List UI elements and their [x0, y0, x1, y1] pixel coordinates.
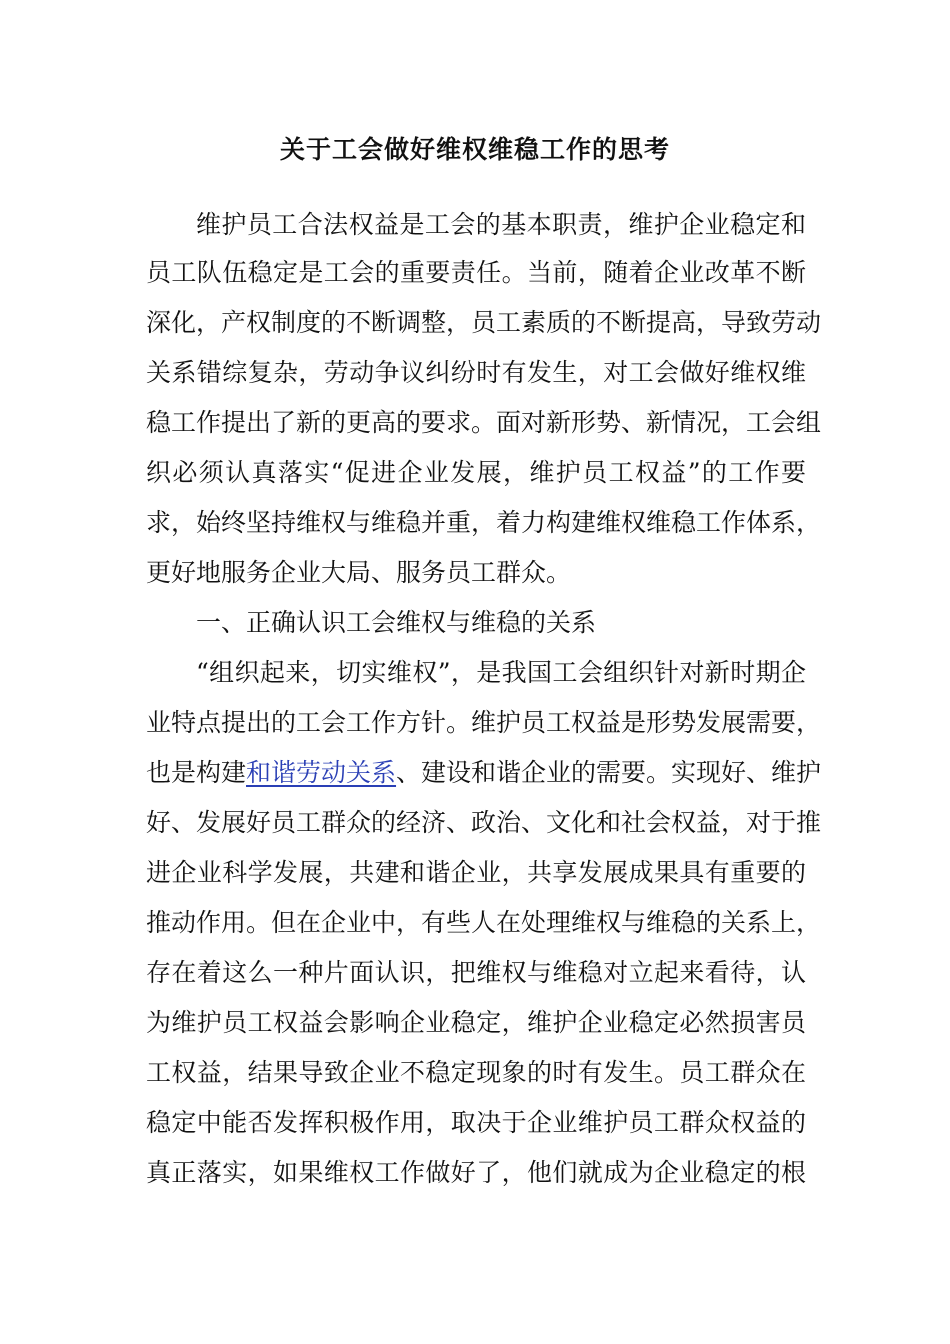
paragraph-1-line-7: 求，始终坚持维权与维稳并重，着力构建维权维稳工作体系，	[146, 508, 822, 537]
paragraph-2-line-3-end: 、建设和谐企业的需要。实现好、维护	[396, 758, 822, 787]
paragraph-2-line-10: 稳定中能否发挥积极作用，取决于企业维护员工群众权益的	[146, 1108, 806, 1137]
paragraph-1-line-4: 关系错综复杂，劳动争议纠纷时有发生，对工会做好维权维	[146, 358, 806, 387]
harmonious-labor-relations-link[interactable]: 和谐劳动关系	[246, 758, 397, 787]
paragraph-2-line-8: 为维护员工权益会影响企业稳定，维护企业稳定必然损害员	[146, 1008, 806, 1037]
paragraph-2-line-7: 存在着这么一种片面认识，把维权与维稳对立起来看待，认	[146, 958, 806, 987]
paragraph-2-line-4: 好、发展好员工群众的经济、政治、文化和社会权益，对于推	[146, 808, 822, 837]
paragraph-1-line-6: 织必须认真落实“促进企业发展，维护员工权益”的工作要	[146, 458, 806, 487]
paragraph-1-line-5: 稳工作提出了新的更高的要求。面对新形势、新情况，工会组	[146, 408, 822, 437]
document-title: 关于工会做好维权维稳工作的思考	[279, 135, 670, 164]
paragraph-2-line-11: 真正落实，如果维权工作做好了，他们就成为企业稳定的根	[146, 1158, 806, 1187]
paragraph-2-line-9: 工权益，结果导致企业不稳定现象的时有发生。员工群众在	[146, 1058, 806, 1087]
paragraph-2-line-6: 推动作用。但在企业中，有些人在处理维权与维稳的关系上，	[146, 908, 822, 937]
paragraph-2-line-3-start: 也是构建	[146, 758, 247, 787]
paragraph-1-line-2: 员工队伍稳定是工会的重要责任。当前，随着企业改革不断	[146, 258, 806, 287]
paragraph-2-line-5: 进企业科学发展，共建和谐企业，共享发展成果具有重要的	[146, 858, 806, 887]
paragraph-1-line-8: 更好地服务企业大局、服务员工群众。	[146, 558, 572, 587]
paragraph-2-line-1: “组织起来，切实维权”，是我国工会组织针对新时期企	[196, 658, 806, 687]
paragraph-1-line-3: 深化，产权制度的不断调整，员工素质的不断提高，导致劳动	[146, 308, 822, 337]
paragraph-2-line-2: 业特点提出的工会工作方针。维护员工权益是形势发展需要，	[146, 708, 822, 737]
paragraph-2-line-3	[146, 748, 822, 798]
section-heading: 一、正确认识工会维权与维稳的关系	[196, 608, 597, 637]
paragraph-1-line-1: 维护员工合法权益是工会的基本职责，维护企业稳定和	[196, 210, 806, 239]
